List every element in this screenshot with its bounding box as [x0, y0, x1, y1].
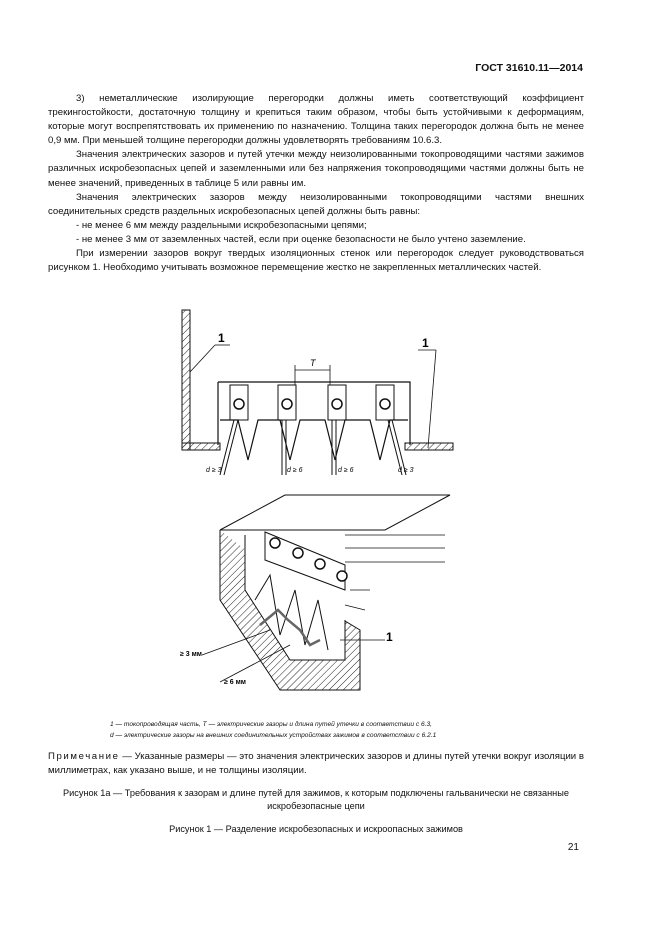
lower-isometric-view: [180, 495, 450, 690]
figure-legend: [110, 720, 590, 741]
label-d6-left: d ≥ 6: [287, 467, 303, 474]
label-ge3mm: ≥ 3 мм: [180, 651, 202, 658]
wires: [220, 420, 406, 475]
insulating-ribs: [220, 420, 408, 460]
list-item-3mm: - не менее 3 мм от заземленных частей, если при оценке безопасности не было учтено заземление.: [76, 233, 526, 245]
note-label: Примечание: [48, 751, 120, 762]
paragraph-3: Значения электрических зазоров между неизолированными токопроводящими частями внешних соединительных средств раздельных искробезопасных цепей должны быть равны:: [48, 191, 584, 217]
label-T: T: [310, 358, 316, 368]
right-base: [405, 443, 453, 450]
label-ge6mm: ≥ 6 мм: [224, 679, 246, 686]
body-text: [48, 92, 584, 275]
terminal-diagram: [160, 300, 480, 720]
page-number: 21: [567, 842, 579, 853]
label-1-right: 1: [422, 336, 429, 350]
left-wall: [182, 310, 190, 450]
standard-header: ГОСТ 31610.11—2014: [475, 62, 583, 74]
left-base: [182, 443, 220, 450]
clamps: [230, 385, 394, 420]
figure-note: [48, 750, 584, 777]
paragraph-4: При измерении зазоров вокруг твердых изоляционных стенок или перегородок следует руководствоваться рисунком 1. Необходимо учитывать возможное перемещение жестко не закрепленных металлических частей.: [48, 248, 584, 274]
paragraph-1: 3) неметаллические изолирующие перегородки должны иметь соответствующий коэффициент трекингостойкости, достаточную толщину и крепиться таким образом, чтобы быть устойчивыми к деформациям, которые могут воспрепятствовать их применению по назначению. Толщина таких перегородок должна быть не менее 0,9 мм. При меньшей толщине перегородки должны удовлетворять требованиям 10.6.3.: [48, 93, 584, 147]
label-d6-right: d ≥ 6: [338, 467, 354, 474]
terminal-block-outline: [218, 382, 410, 445]
label-d3-right: d ≥ 3: [398, 467, 414, 474]
label-1-lower: 1: [386, 630, 393, 644]
label-1-left: 1: [218, 331, 225, 345]
paragraph-2: Значения электрических зазоров и путей утечки между неизолированными токопроводящими частями зажимов различных искробезопасных цепей и заземленными или без напряжения токопроводящими частями должны быть не менее значений, приведенных в таблице 5 или равны им.: [48, 149, 584, 189]
top-plate: [220, 495, 450, 530]
list-item-6mm: - не менее 6 мм между раздельными искробезопасными цепями;: [76, 219, 367, 231]
figure-caption-1: Рисунок 1 — Разделение искробезопасных и искроопасных зажимов: [169, 824, 463, 834]
note-text: — Указанные размеры — это значения электрических зазоров и длины путей утечки вокруг изоляции в миллиметрах, как указано выше, и не толщины изоляции.: [48, 751, 584, 776]
legend-line-1: 1 — токопроводящая часть, T — электрические зазоры и длина путей утечки в соответствии с 6.3,: [110, 721, 432, 728]
upper-cross-section: [182, 310, 453, 475]
figure-caption-1a: Рисунок 1а — Требования к зазорам и длине путей для зажимов, к которым подключены гальванически не связанные искробезопасные цепи: [63, 788, 569, 811]
legend-line-2: d — электрические зазоры на внешних соединительных устройствах зажимов в соответствии с 6.2.1: [110, 731, 437, 739]
label-d3-left: d ≥ 3: [206, 467, 222, 474]
